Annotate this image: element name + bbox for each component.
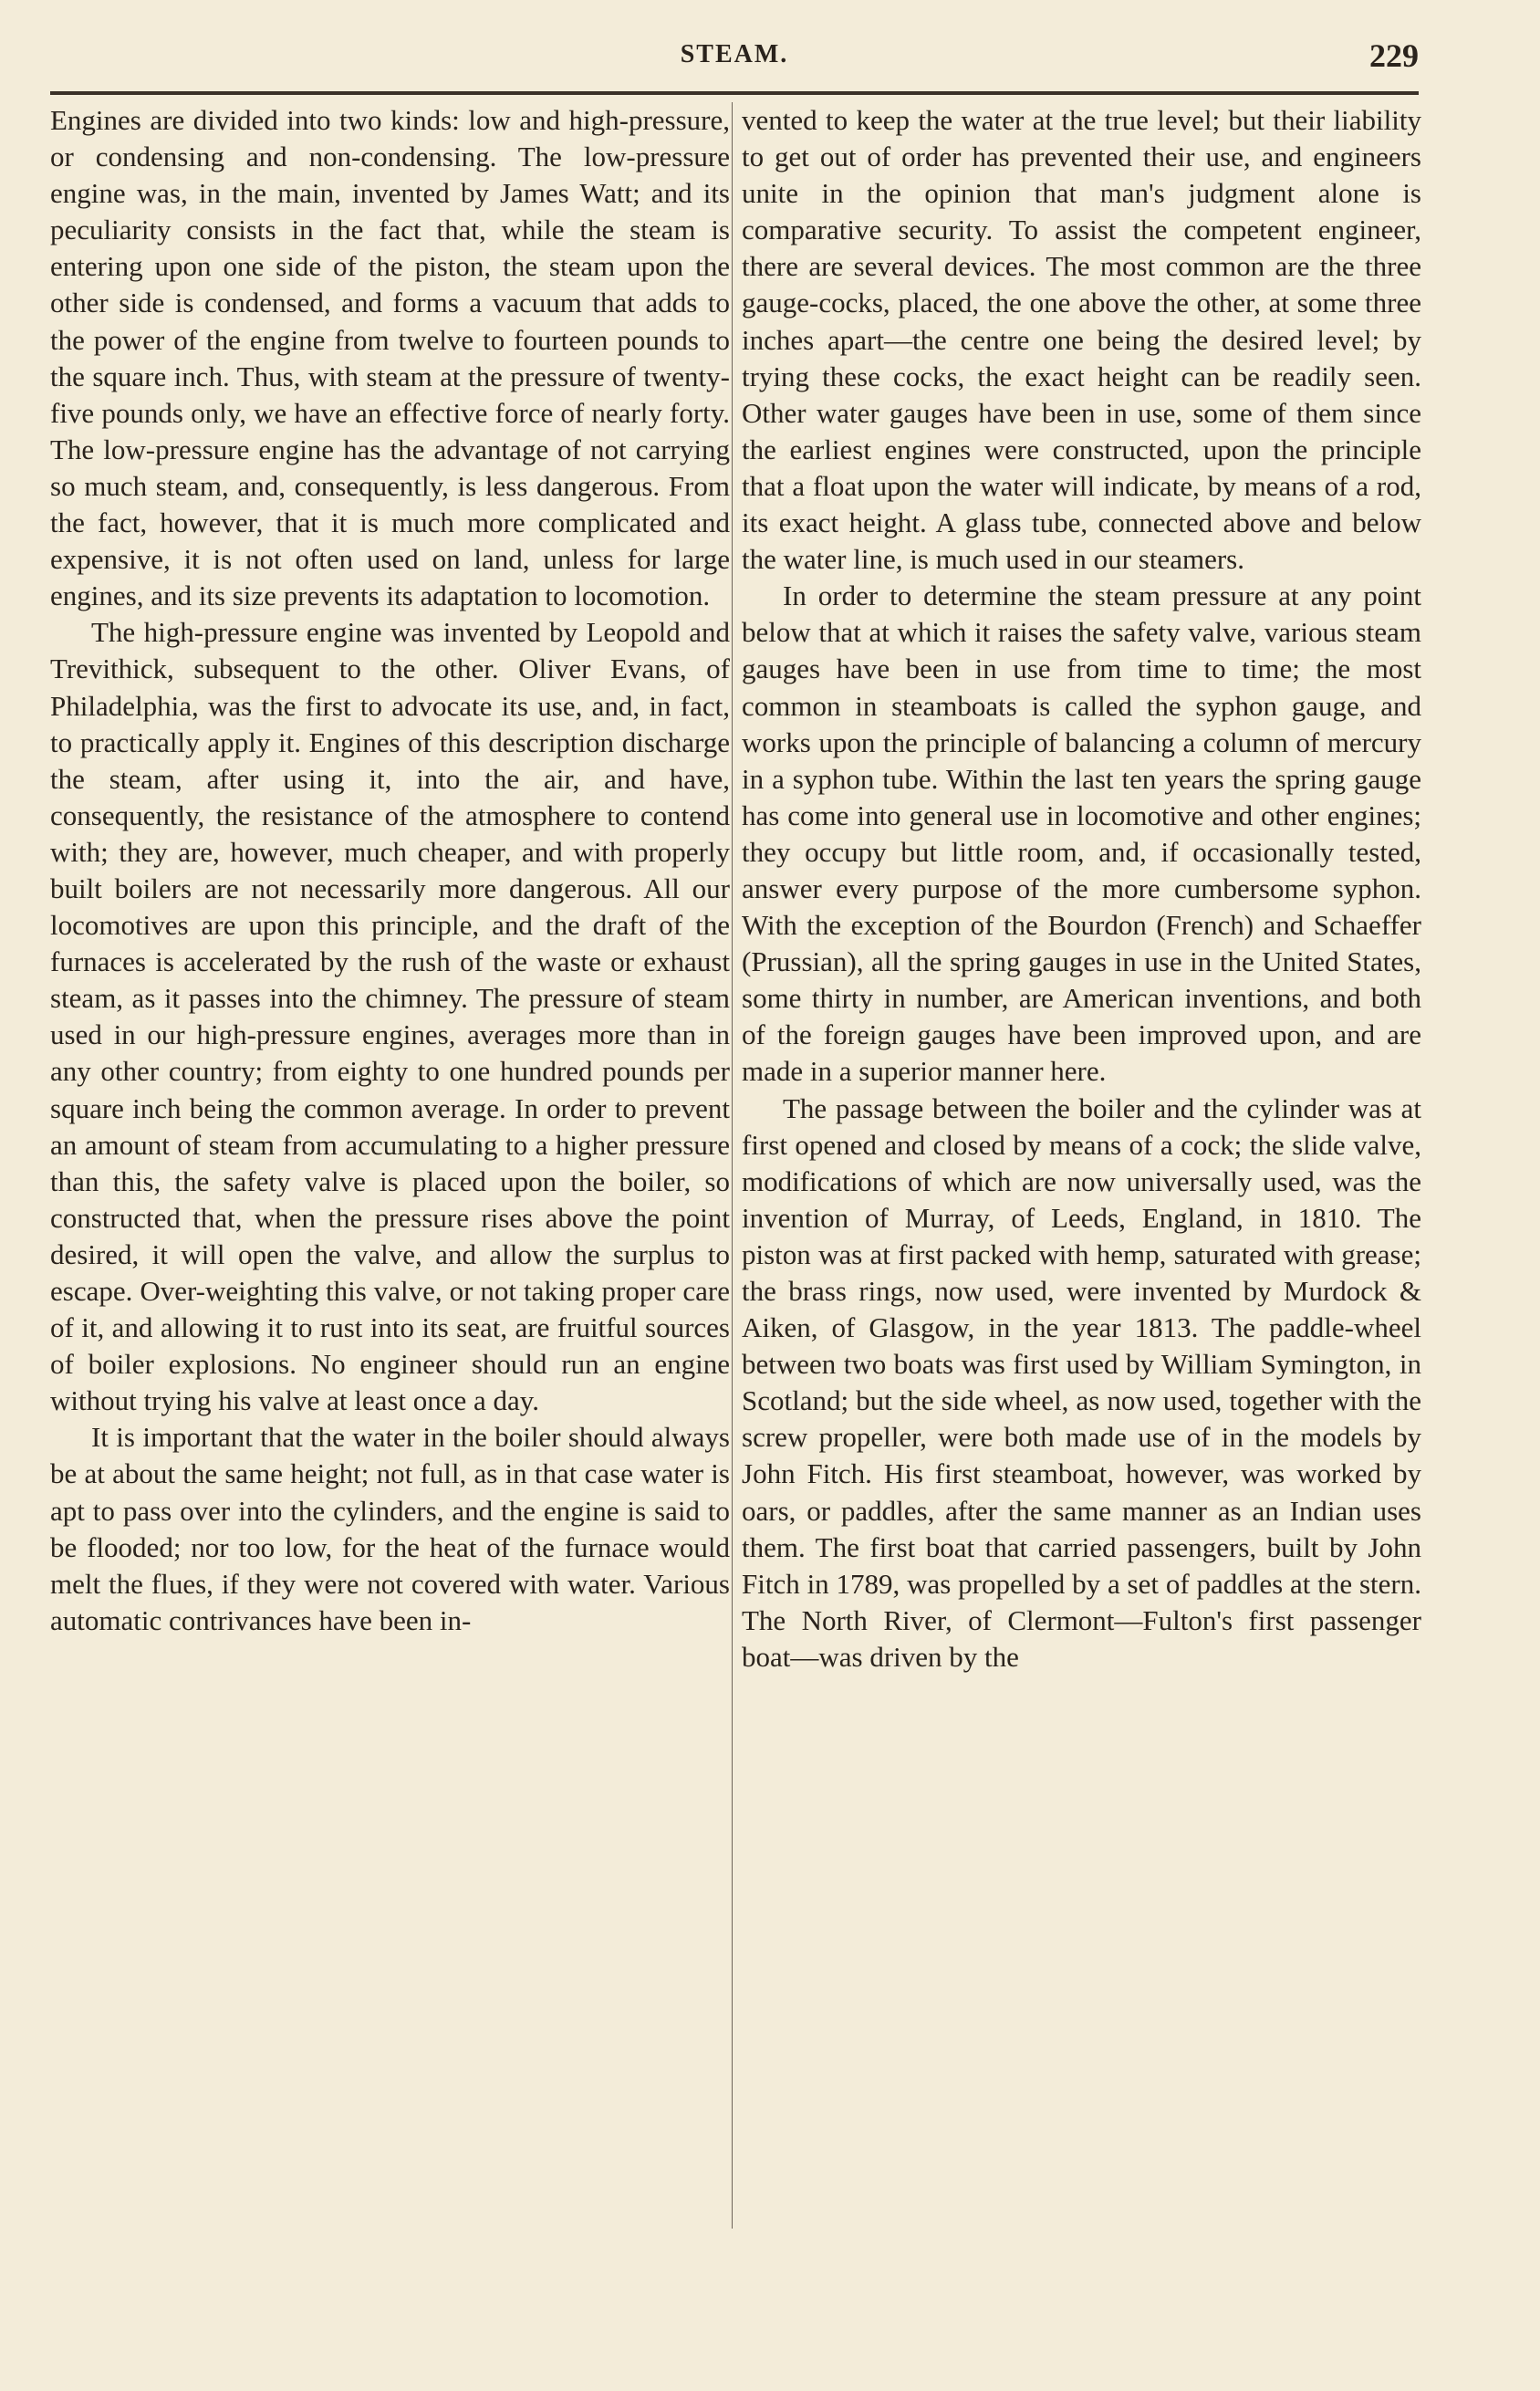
running-title: STEAM. xyxy=(680,40,789,68)
page-number: 229 xyxy=(1369,37,1419,74)
paragraph: vented to keep the water at the true level; but their liability to get out of order has prevented their use, and engineers unite in the opinion that man's judgment alone is comparative security. To assist the competent engineer, there are several devices. The most common are the three gauge-cocks, placed, the one above the other, at some three inches apart—the centre one being the desired level; by trying these cocks, the exact height can be readily seen. Other water gauges have been in use, some of them since the earliest engines were constructed, upon the principle that a float upon the water will indicate, by means of a rod, its exact height. A glass tube, connected above and below the water line, is much used in our steamers. xyxy=(742,104,1421,576)
paragraph: The high-pressure engine was invented by Leopold and Trevithick, subsequent to the other. Oliver Evans, of Philadelphia, was the first to advocate its use, and, in fact, to practically apply it. Engines of this description discharge the steam, after using it, into the air, and have, consequently, the resistance of the atmosphere to contend with; they are, however, much cheaper, and with properly built boilers are not necessarily more dangerous. All our locomotives are upon this principle, and the draft of the furnaces is accelerated by the rush of the waste or exhaust steam, as it passes into the chimney. The pressure of steam used in our high-pressure engines, averages more than in any other country; from eighty to one hundred pounds per square inch being the common average. In order to prevent an amount of steam from accumulating to a higher pressure than this, the safety valve is placed upon the boiler, so constructed that, when the pressure rises above the point desired, it will open the valve, and allow the surplus to escape. Over-weighting this valve, or not taking proper care of it, and allowing it to rust into its seat, are fruitful sources of boiler explosions. No engineer should run an engine without trying his valve at least once a day. xyxy=(50,616,730,1417)
right-column xyxy=(742,102,1421,1676)
column-divider xyxy=(732,102,733,2229)
paragraph: Engines are divided into two kinds: low and high-pressure, or condensing and non-condensing. The low-pressure engine was, in the main, invented by James Watt; and its peculiarity consists in the fact that, while the steam is entering upon one side of the piston, the steam upon the other side is condensed, and forms a vacuum that adds to the power of the engine from twelve to fourteen pounds to the square inch. Thus, with steam at the pressure of twenty-five pounds only, we have an effective force of nearly forty. The low-pressure engine has the advantage of not carrying so much steam, and, consequently, is less dangerous. From the fact, however, that it is much more complicated and expensive, it is not often used on land, unless for large engines, and its size prevents its adaptation to locomotion. xyxy=(50,104,730,612)
page-header xyxy=(50,37,1419,77)
header-rule xyxy=(50,91,1419,95)
paragraph: In order to determine the steam pressure at any point below that at which it raises the safety valve, various steam gauges have been in use from time to time; the most common in steamboats is called the syphon gauge, and works upon the principle of balancing a column of mercury in a syphon tube. Within the last ten years the spring gauge has come into general use in locomotive and other engines; they occupy but little room, and, if occasionally tested, answer every purpose of the more cumbersome syphon. With the exception of the Bourdon (French) and Schaeffer (Prussian), all the spring gauges in use in the United States, some thirty in number, are American inventions, and both of the foreign gauges have been improved upon, and are made in a superior manner here. xyxy=(742,579,1421,1088)
paragraph: The passage between the boiler and the cylinder was at first opened and closed by means of a cock; the slide valve, modifications of which are now universally used, was the invention of Murray, of Leeds, England, in 1810. The piston was at first packed with hemp, saturated with grease; the brass rings, now used, were invented by Murdock & Aiken, of Glasgow, in the year 1813. The paddle-wheel between two boats was first used by William Symington, in Scotland; but the side wheel, as now used, together with the screw propeller, were both made use of in the models by John Fitch. His first steamboat, however, was worked by oars, or paddles, after the same manner as an Indian uses them. The first boat that carried passengers, built by John Fitch in 1789, was propelled by a set of paddles at the stern. The North River, of Clermont—Fulton's first passenger boat—was driven by the xyxy=(742,1091,1421,1673)
left-column xyxy=(50,102,730,1639)
paragraph: It is important that the water in the boiler should always be at about the same height; not full, as in that case water is apt to pass over into the cylinders, and the engine is said to be flooded; nor too low, for the heat of the furnace would melt the flues, if they were not covered with water. Various automatic contrivances have been in- xyxy=(50,1421,730,1636)
